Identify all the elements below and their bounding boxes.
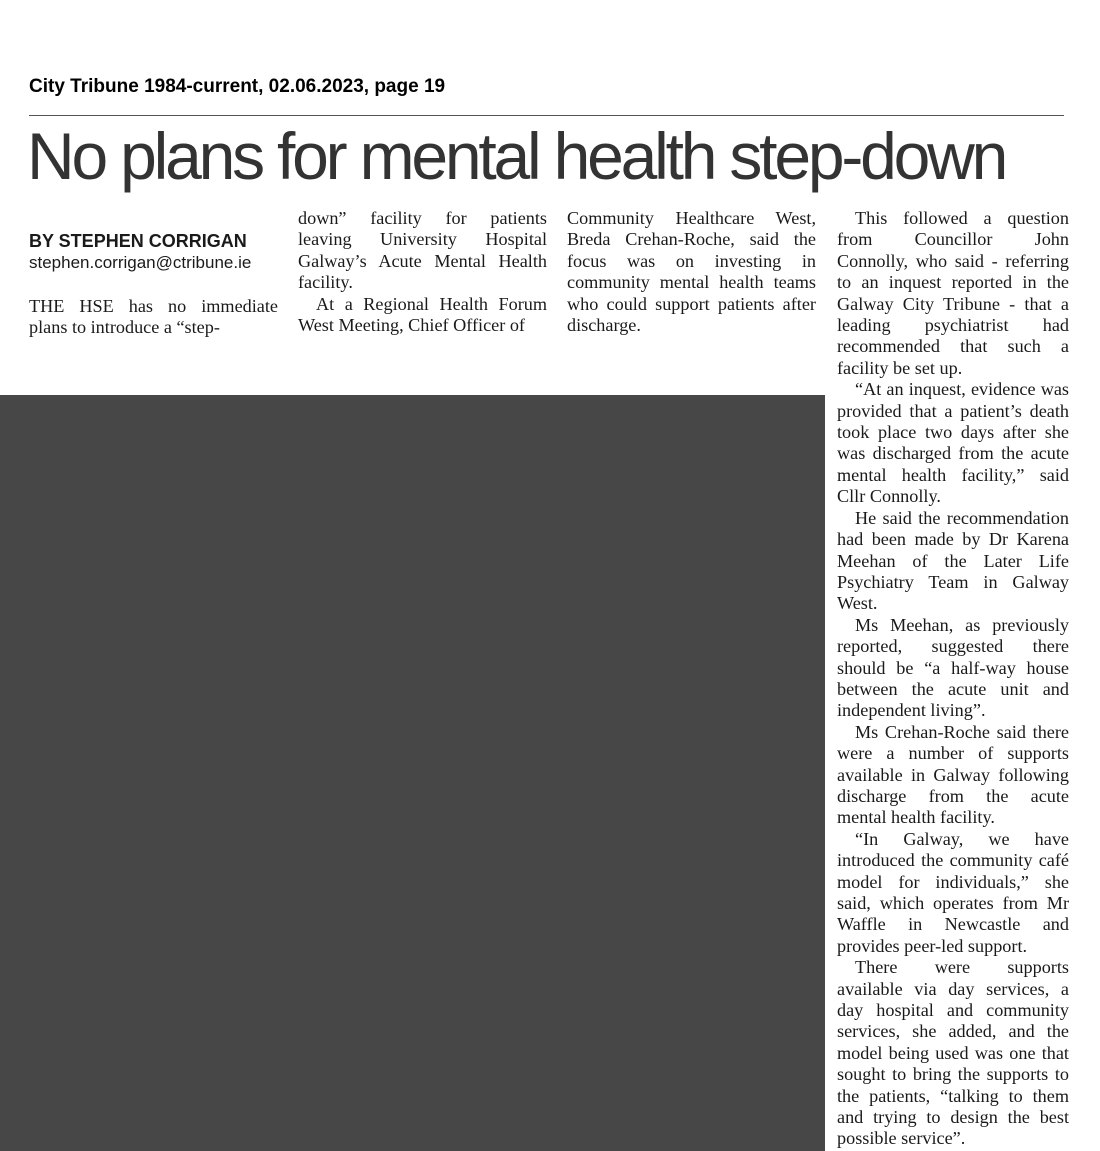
paragraph: There were supports available via day services, a day hospital and community services, she added, and the model being used was one that sought to bring the supports to the patients, “talking to them and trying to design the best possible service”. (837, 957, 1069, 1149)
author-email: stephen.corrigan@ctribune.ie (29, 253, 252, 272)
article-column-4 (837, 208, 1069, 1150)
paragraph: At a Regional Health Forum West Meeting, Chief Officer of (298, 293, 547, 336)
paragraph: Community Healthcare West, Breda Crehan-Roche, said the focus was on investing in community mental health teams who could support patients after discharge. (567, 208, 816, 336)
source-line: City Tribune 1984-current, 02.06.2023, page 19 (29, 76, 446, 97)
headline: No plans for mental health step-down (27, 119, 1006, 193)
paragraph: He said the recommendation had been made by Dr Karena Meehan of the Later Life Psychiatry Team in Galway West. (837, 507, 1069, 614)
paragraph: “At an inquest, evidence was provided that a patient’s death took place two days after she was discharged from the acute mental health facility,” said Cllr Connolly. (837, 379, 1069, 507)
article-column-1 (29, 230, 278, 339)
paragraph: THE HSE has no immediate plans to introduce a “step- (29, 296, 278, 338)
paragraph: This followed a question from Councillor John Connolly, who said - referring to an inquest reported in the Galway City Tribune - that a leading psychiatrist had recommended that such a facility be set up. (837, 208, 1069, 378)
paragraph: “In Galway, we have introduced the community café model for individuals,” she said, which operates from Mr Waffle in Newcastle and provides peer-led support. (837, 828, 1069, 956)
headline-rule (29, 115, 1064, 116)
article-column-2 (298, 208, 547, 336)
article-column-3 (567, 208, 816, 336)
paragraph: Ms Meehan, as previously reported, suggested there should be “a half-way house between the acute unit and independent living”. (837, 614, 1069, 721)
paragraph: Ms Crehan-Roche said there were a number of supports available in Galway following discharge from the acute mental health facility. (837, 721, 1069, 828)
photo-placeholder (0, 395, 825, 1151)
byline: BY STEPHEN CORRIGAN (29, 231, 247, 251)
paragraph: down” facility for patients leaving University Hospital Galway’s Acute Mental Health facility. (298, 208, 547, 293)
